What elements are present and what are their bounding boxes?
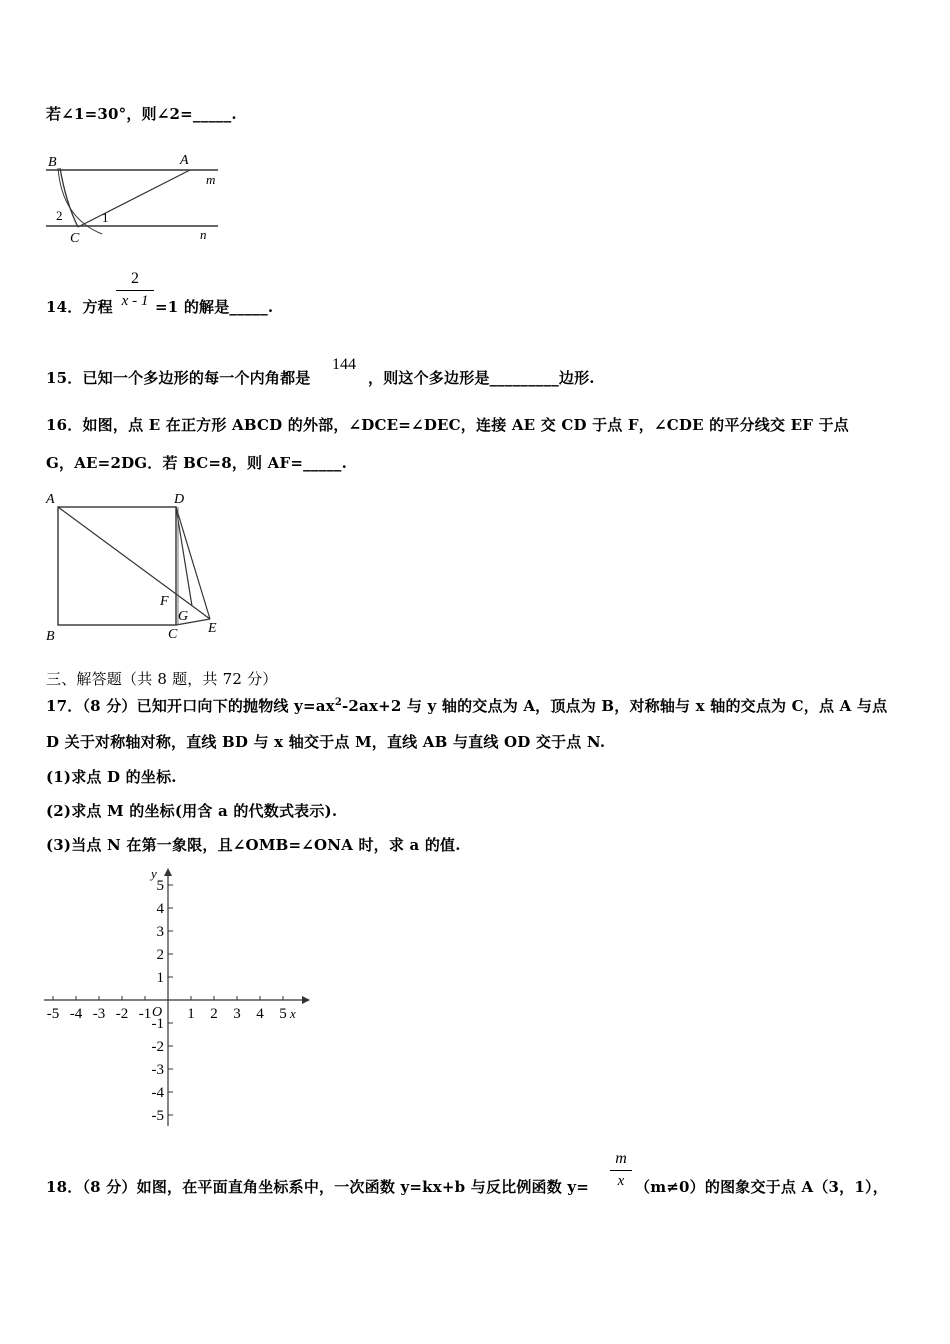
q15-value: 144 (332, 356, 356, 373)
label-c: C (168, 627, 178, 642)
y-tick-label: 4 (156, 901, 164, 917)
q17-line1a: 17．（8 分）已知开口向下的抛物线 y=ax (46, 697, 335, 715)
segment-ca (78, 170, 190, 227)
label-2: 2 (56, 208, 63, 223)
x-tick-label: -1 (138, 1006, 152, 1022)
y-tick-label: -3 (151, 1062, 164, 1078)
square-abcd (58, 507, 176, 625)
q14-prefix: 14．方程 (46, 298, 113, 316)
q14-suffix: =1 的解是_____. (155, 298, 274, 316)
q16-line1: 16．如图，点 E 在正方形 ABCD 的外部，∠DCE=∠DEC，连接 AE 交 CD 于点 F，∠CDE 的平分线交 EF 于点 (46, 416, 849, 434)
x-tick-label: 3 (233, 1006, 241, 1022)
q17-coordinate-axes (40, 864, 310, 1134)
q14-fraction (116, 270, 154, 310)
q17-part3: (3)当点 N 在第一象限，且∠OMB=∠ONA 时，求 a 的值. (46, 836, 461, 854)
label-e: E (208, 621, 217, 636)
q15-suffix: ，则这个多边形是_________边形. (368, 369, 595, 387)
q14-frac-num: 2 (131, 270, 139, 287)
q18-prefix: 18．（8 分）如图，在平面直角坐标系中，一次函数 y=kx+b 与反比例函数 y= (46, 1178, 590, 1196)
q18-suffix: （m≠0）的图象交于点 A（3，1）， (635, 1178, 888, 1196)
segment-de (176, 507, 210, 619)
arc-curve (58, 168, 102, 234)
q16-figure (40, 488, 230, 648)
label-b: B (46, 629, 55, 644)
segment-ae (58, 507, 210, 619)
x-tick-label: -3 (92, 1006, 106, 1022)
label-m: m (206, 172, 216, 187)
label-c: C (70, 231, 80, 246)
x-axis-label: x (290, 1006, 296, 1021)
y-axis-label: y (151, 866, 157, 881)
x-tick-label: 1 (187, 1006, 195, 1022)
label-f: F (160, 594, 169, 609)
q17-part2: (2)求点 M 的坐标(用含 a 的代数式表示). (46, 802, 338, 820)
x-tick-label: 4 (256, 1006, 264, 1022)
q17-sup: 2 (334, 697, 342, 708)
x-tick-label: 5 (279, 1006, 287, 1022)
origin-label: O (152, 1005, 163, 1020)
y-ticks (152, 878, 174, 1124)
label-b: B (48, 155, 57, 170)
label-n: n (200, 227, 207, 242)
q15-prefix: 15．已知一个多边形的每一个内角都是 (46, 369, 311, 387)
q17-line1 (46, 695, 887, 716)
x-tick-label: 2 (210, 1006, 218, 1022)
y-tick-label: -1 (151, 1016, 164, 1032)
q14-frac-den: x - 1 (121, 293, 149, 309)
q16-line2: G，AE=2DG．若 BC=8，则 AF=_____. (46, 454, 348, 472)
q18-frac-num: m (615, 1150, 627, 1167)
y-tick-label: 3 (156, 924, 164, 940)
q13-figure (40, 148, 225, 246)
q13-text: 若∠1=30°，则∠2=_____. (46, 105, 237, 123)
x-tick-label: -2 (115, 1006, 129, 1022)
q18-fraction (610, 1150, 632, 1190)
q17-part1: (1)求点 D 的坐标. (46, 768, 177, 786)
section3-title: 三、解答题（共 8 题，共 72 分） (46, 670, 278, 688)
segment-bc (60, 168, 78, 227)
y-tick-label: 1 (156, 970, 164, 986)
q17-line1b: -2ax+2 与 y 轴的交点为 A，顶点为 B，对称轴与 x 轴的交点为 C，点 A 与点 (341, 697, 888, 715)
label-g: G (178, 609, 189, 624)
label-d: D (174, 492, 185, 507)
q17-line2: D 关于对称轴对称，直线 BD 与 x 轴交于点 M，直线 AB 与直线 OD 交于点 N. (46, 733, 606, 751)
y-tick-label: 2 (156, 947, 164, 963)
x-axis-arrow-icon (302, 996, 310, 1004)
q18-frac-den: x (617, 1173, 625, 1189)
y-tick-label: -4 (151, 1085, 164, 1101)
label-1: 1 (102, 210, 109, 225)
y-tick-label: -2 (151, 1039, 164, 1055)
y-axis-arrow-icon (164, 868, 172, 876)
x-tick-label: -4 (69, 1006, 83, 1022)
label-a: A (46, 492, 55, 507)
y-tick-label: -5 (151, 1108, 164, 1124)
x-tick-label: -5 (46, 1006, 60, 1022)
y-tick-label: 5 (156, 878, 164, 894)
label-a: A (180, 153, 189, 168)
